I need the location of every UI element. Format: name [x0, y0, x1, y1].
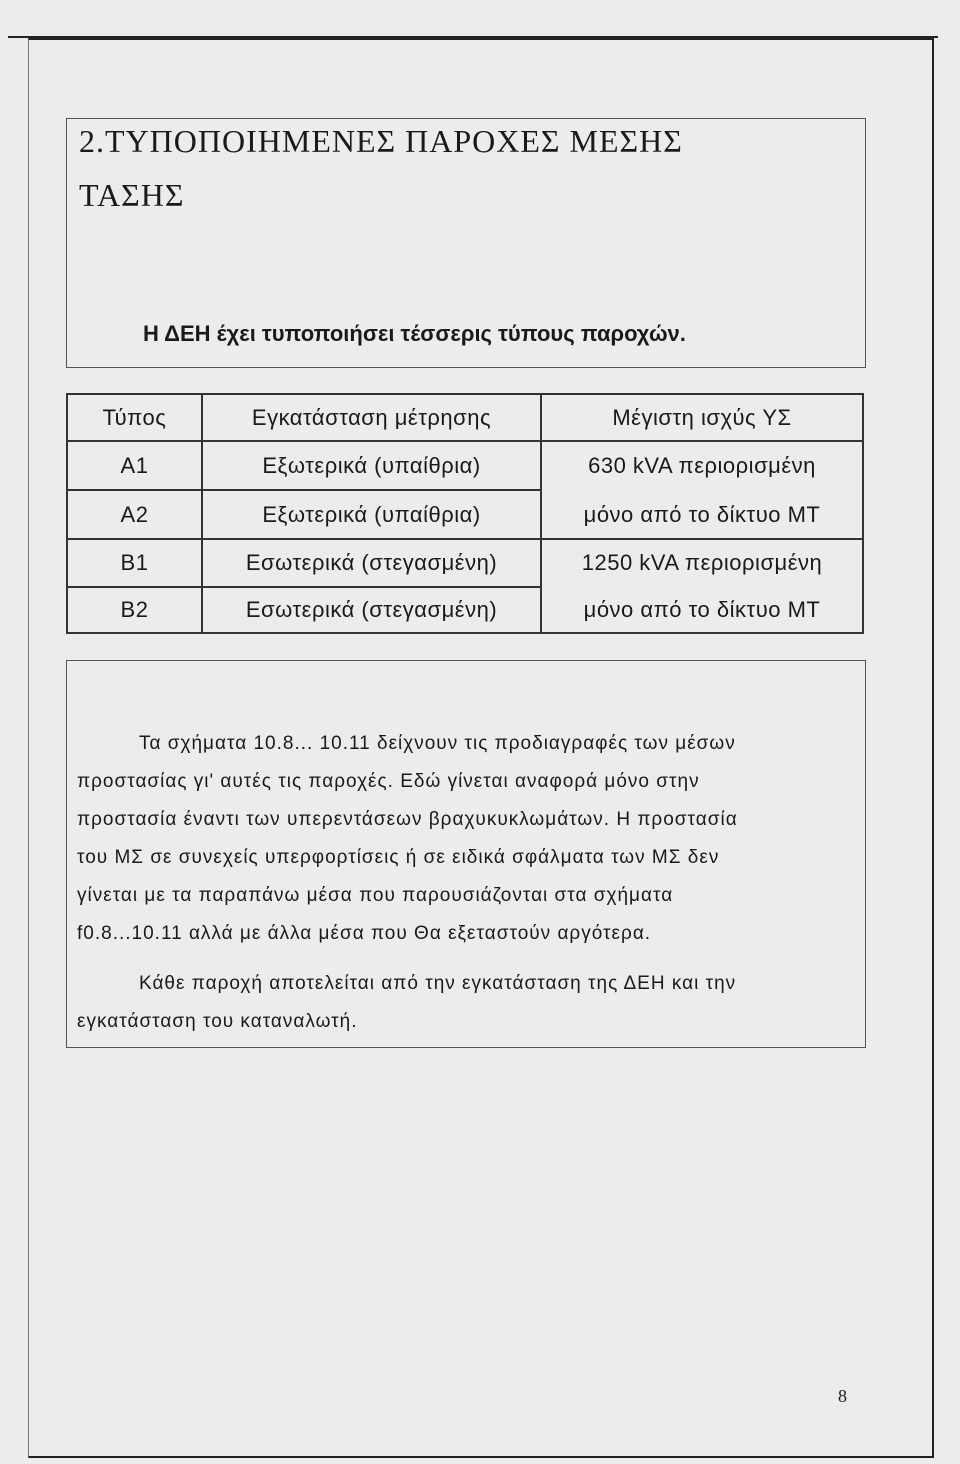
table-cell-power-a-line1: 630 kVA περιορισμένη: [588, 452, 816, 478]
table-header-installation: Εγκατάσταση μέτρησης: [251, 404, 492, 430]
table-cell-installation-a1: Εξωτερικά (υπαίθρια): [262, 452, 481, 478]
table-cell-type-a1: A1: [120, 452, 149, 478]
paragraph-2-line-2: εγκατάσταση του καταναλωτή.: [77, 1011, 358, 1032]
table-cell-power-b-line2: μόνο από το δίκτυο ΜΤ: [583, 597, 821, 622]
page-number: 8: [838, 1386, 847, 1406]
paragraph-1-line-2: προστασίας γι' αυτές τις παροχές. Εδώ γίνεται αναφορά μόνο στην: [77, 771, 700, 792]
table-cell-type-b1: B1: [120, 550, 149, 575]
protection-text-box: [66, 660, 866, 1048]
table-cell-type-a2: A2: [120, 501, 149, 527]
section-heading-box: [66, 118, 866, 368]
supply-types-table: [66, 393, 864, 634]
table-cell-type-b2: B2: [120, 597, 149, 622]
table-cell-power-b-line1: 1250 kVA περιορισμένη: [581, 550, 823, 575]
paragraph-1-line-3: προστασία έναντι των υπερεντάσεων βραχυκυκλωμάτων. Η προστασία: [77, 809, 738, 830]
table-cell-installation-b2: Εσωτερικά (στεγασμένη): [245, 597, 498, 622]
section-subtitle: Η ΔΕΗ έχει τυποποιήσει τέσσερις τύπους παροχών.: [143, 321, 686, 346]
paragraph-1-line-6: f0.8...10.11 αλλά με άλλα μέσα που Θα εξεταστούν αργότερα.: [77, 923, 652, 944]
section-title-line-2: ΤΑΣΗΣ: [79, 177, 185, 213]
paragraph-1-line-5: γίνεται με τα παραπάνω μέσα που παρουσιάζονται στα σχήματα: [77, 885, 674, 906]
table-cell-installation-a2: Εξωτερικά (υπαίθρια): [262, 501, 481, 527]
table-header-max-power: Μέγιστη ισχύς ΥΣ: [612, 404, 792, 430]
table-cell-power-a-line2: μόνο από το δίκτυο ΜΤ: [583, 501, 821, 527]
paragraph-1-line-1: Τα σχήματα 10.8... 10.11 δείχνουν τις προδιαγραφές των μέσων: [139, 733, 736, 754]
section-title-line-1: 2.ΤΥΠΟΠΟΙΗΜΕΝΕΣ ΠΑΡΟΧΕΣ ΜΕΣΗΣ: [79, 123, 683, 159]
table-cell-installation-b1: Εσωτερικά (στεγασμένη): [245, 550, 498, 575]
table-header-type: Τύπος: [102, 404, 167, 430]
paragraph-1-line-4: του ΜΣ σε συνεχείς υπερφορτίσεις ή σε ειδικά σφάλματα των ΜΣ δεν: [77, 847, 720, 868]
paragraph-2-line-1: Κάθε παροχή αποτελείται από την εγκατάσταση της ΔΕΗ και την: [139, 973, 737, 994]
